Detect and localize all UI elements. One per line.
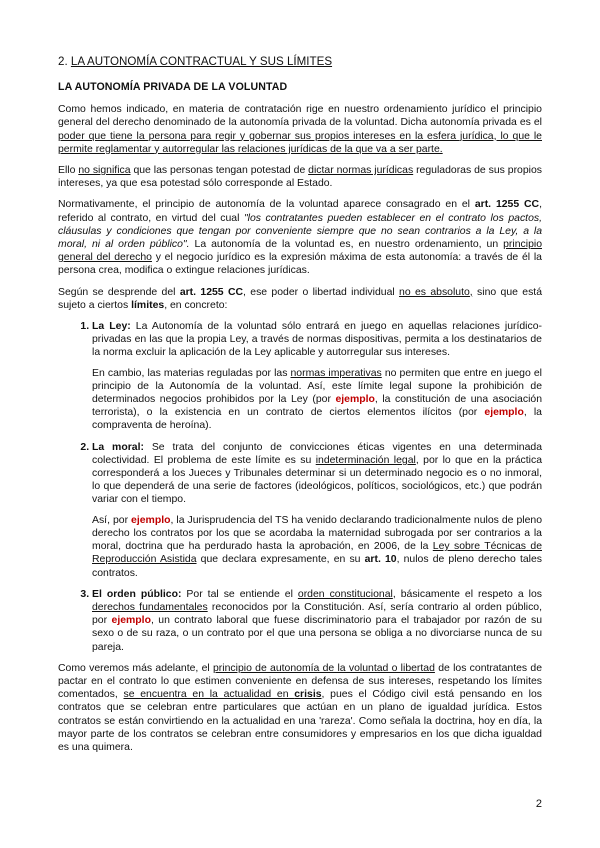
- text-run: sino que está sujeto a ciertos: [58, 286, 542, 311]
- text-run: Como hemos indicado, en materia de contratación rige en nuestro ordenamiento jurídico el principio general del derecho denominado de la autonomía privada de la voluntad. Dicha autonomía privada es el: [58, 104, 542, 129]
- underlined-text: poder que tiene la persona para regir y gobernar sus propios intereses en la esfera jurídica, lo que le permite reglamentar y autorregular las relaciones jurídicas de la que va a ser parte.: [58, 130, 542, 155]
- list-item-moral: [92, 441, 542, 580]
- example-keyword: ejemplo: [111, 615, 151, 627]
- text-run: , la Jurisprudencia del TS ha venido declarando tradicionalmente nulos de pleno derecho los contratos por los que se acordaba la maternidad subrogada por ser contrarios a la moral, doctrina que ha perdurado hasta la aprobación, en 2006, de la: [92, 514, 543, 553]
- text-run: Por tal se entiende el: [181, 588, 298, 600]
- text-run: y el negocio jurídico es la expresión máxima de esta autonomía: a través de él la persona crea, modifica o extingue relaciones jurídicas.: [58, 252, 542, 277]
- section-heading: [58, 55, 542, 69]
- paragraph-5: [58, 662, 542, 754]
- section-title: LA AUTONOMÍA CONTRACTUAL Y SUS LÍMITES: [70, 55, 333, 68]
- subheading: LA AUTONOMÍA PRIVADA DE LA VOLUNTAD: [58, 81, 288, 93]
- example-keyword: ejemplo: [484, 407, 524, 419]
- text-run: , nulos de pleno derecho tales contratos.: [92, 554, 542, 579]
- underlined-text: principio de autonomía de la voluntad o libertad: [213, 662, 435, 674]
- text-run: Como veremos más adelante, el: [58, 662, 213, 674]
- text-run: La Autonomía de la voluntad sólo entrará en juego en aquellas relaciones jurídico-privadas en las que la propia Ley, a través de normas dispositivas, permita a los destinatarios de la norma excluir la aplicación de la Ley aplicable y autorregular sus intereses.: [92, 321, 543, 359]
- page-number: 2: [535, 798, 542, 810]
- underlined-text: principio general del derecho: [58, 239, 542, 264]
- example-keyword: ejemplo: [131, 514, 171, 526]
- text-run: Ello: [58, 165, 79, 177]
- list-item-orden-publico: [92, 588, 542, 654]
- text-run: , en concreto:: [164, 299, 228, 311]
- paragraph-4: [58, 286, 542, 312]
- text-run: , la constitución de una asociación terrorista), o la existencia en un contrato de ciertos elementos ilícitos (por: [92, 394, 543, 419]
- paragraph-3: [58, 198, 542, 277]
- underlined-text: dictar normas jurídicas: [308, 165, 414, 177]
- article-reference: art. 10: [364, 554, 397, 566]
- article-reference: art. 1255 CC: [474, 199, 540, 211]
- text-run: reguladoras de sus propios intereses, ya que esa potestad sólo corresponde al Estado.: [58, 165, 543, 190]
- text-run: que las personas tengan potestad de: [130, 165, 309, 177]
- item-title: La Ley:: [92, 321, 131, 333]
- text-run: Normativamente, el principio de autonomía de la voluntad aparece consagrado en el: [58, 199, 475, 211]
- underlined-text: normas imperativas: [290, 367, 382, 379]
- underlined-text: no es absoluto,: [399, 286, 473, 298]
- underlined-text: indeterminación legal: [315, 454, 416, 466]
- text-run: , por lo que en la práctica corresponderá a los Jueces y Tribunales determinar si un determinado negocio es o no inmoral, lo que dependerá de una serie de factores (ideológicos, políticos, sociológicos, etc.) que podrán variar con el tiempo.: [92, 454, 543, 506]
- underlined-text: orden constitucional: [297, 588, 393, 600]
- list-item-ley: [92, 320, 542, 433]
- text-run: , un contrato laboral que fuese discriminatorio para el trabajador por razón de su sexo o de su raza, o un contrato por el que una persona se obliga a no divorciarse nunca de su pareja.: [92, 615, 542, 653]
- document-body: [58, 55, 542, 762]
- bold-underlined-text: crisis: [294, 689, 322, 701]
- underlined-text: derechos fundamentales: [92, 601, 208, 613]
- text-run: que declara expresamente, en su: [196, 554, 365, 566]
- section-number: 2.: [58, 55, 68, 68]
- text-run: reconocidos por la Constitución. Así, sería contrario al orden público, por: [92, 601, 543, 627]
- text-run: , ese poder o libertad individual: [243, 286, 400, 298]
- paragraph-1: [58, 103, 542, 156]
- underlined-text: Ley sobre Técnicas de Reproducción Asistida: [92, 541, 542, 566]
- text-run: Así, por: [92, 514, 132, 526]
- text-run: La autonomía de la voluntad es, en nuestro ordenamiento, un: [189, 239, 504, 251]
- text-run: , pues el Código civil está pensando en los contratos que se celebran entre particulares que actúan en un plano de igualdad jurídica. Estos contratos se están convirtiendo en la actualidad en una 'rareza'. Como señala la doctrina, hoy en día, la mayor parte de los contratos se celebran entre consumidores y empresarios en los que dicha igualdad es una quimera.: [58, 689, 543, 753]
- text-run: no permiten que entre en juego el principio de la Autonomía de la voluntad. Así, este límite legal supone la prohibición de determinados negocios prohibidos por la Ley (por: [92, 367, 542, 406]
- bold-text: límites: [131, 299, 165, 311]
- example-keyword: ejemplo: [335, 394, 375, 406]
- text-run: , referido al contrato, en virtud del cual: [58, 199, 542, 224]
- text-run: , la compraventa de heroína).: [92, 407, 542, 432]
- text-run: Se trata del conjunto de convicciones éticas vigentes en una determinada colectividad. El problema de este límite es su: [92, 441, 543, 466]
- item-title: La moral:: [92, 441, 144, 453]
- paragraph-2: [58, 164, 542, 190]
- legal-quote: "los contratantes pueden establecer en el contrato los pactos, cláusulas y condiciones que tengan por conveniente siempre que no sean contrarios a la Ley, a la moral, ni al orden público".: [58, 212, 542, 251]
- item-title: El orden público:: [92, 588, 182, 600]
- text-run: de los contratantes de pactar en el contrato lo que estimen conveniente en defensa de sus intereses, respetando los límites comentados,: [58, 662, 542, 701]
- article-reference: art. 1255 CC: [179, 286, 244, 298]
- underlined-text: se encuentra en la actualidad en: [123, 689, 295, 701]
- text-run: , básicamente el respeto a los: [392, 588, 542, 600]
- limits-list: [58, 320, 542, 654]
- underlined-text: no significa: [78, 165, 131, 177]
- text-run: En cambio, las materias reguladas por las: [92, 367, 291, 379]
- text-run: Según se desprende del: [58, 286, 180, 298]
